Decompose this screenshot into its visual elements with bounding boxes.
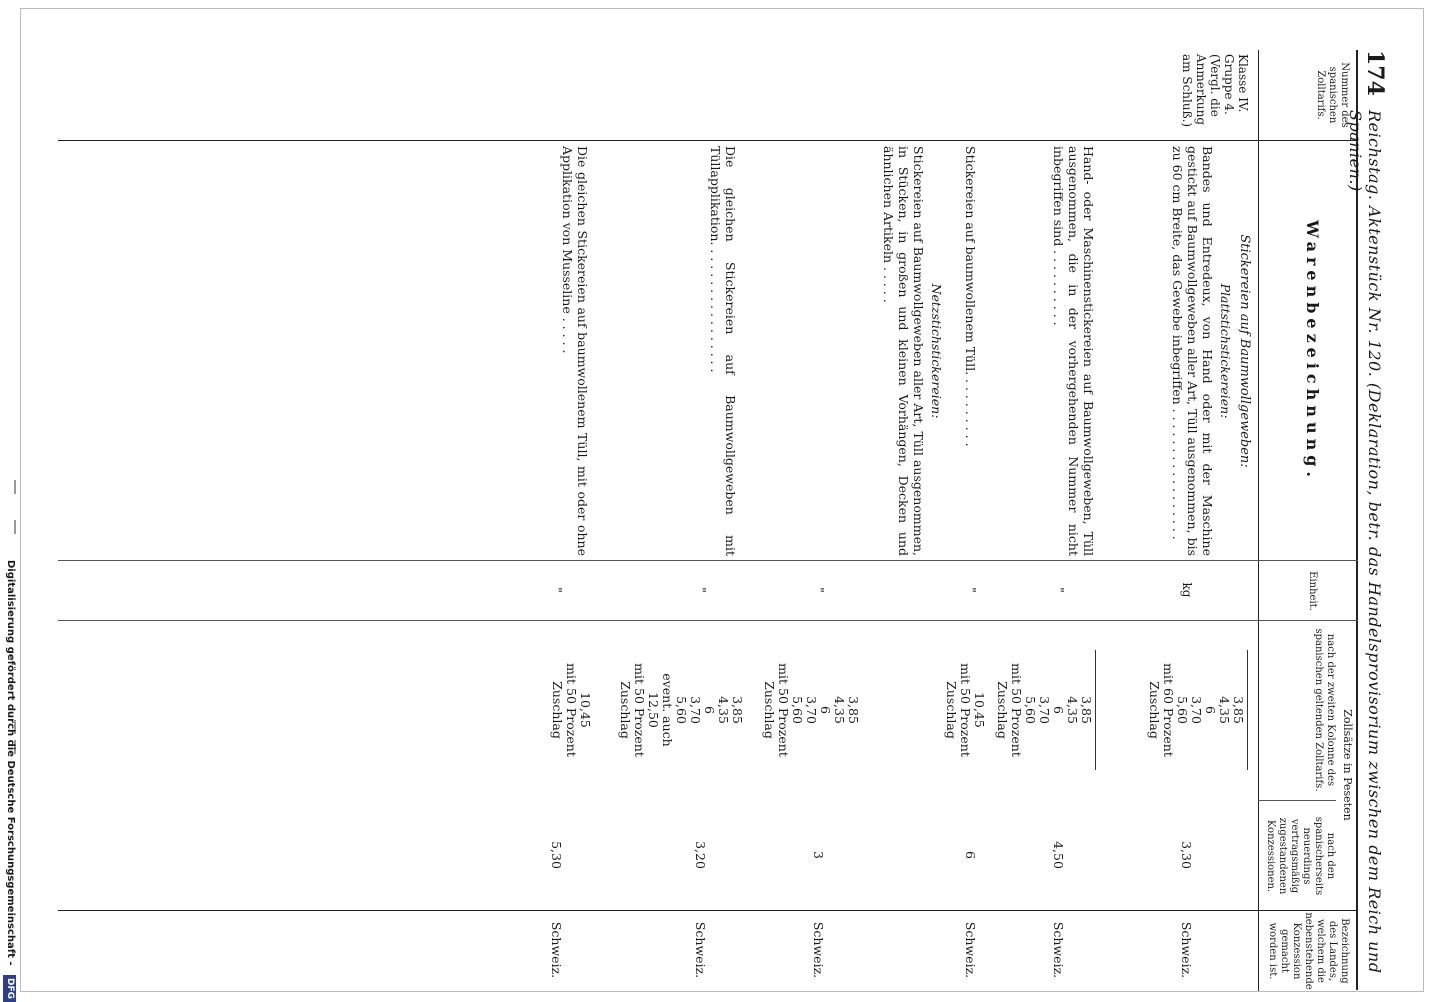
rate-value: 5,60 [790,696,805,724]
digitization-credit [0,560,24,1000]
running-head: Reichstag. Aktenstück Nr. 120. (Deklaration, betr. das Handelsprovisorium zwischen dem Reich und Spanien.) [1346,110,1384,974]
rate-value: 5,60 [674,696,689,724]
rate-value: 3,70 [804,696,819,724]
rate-value: mit 50 Prozent [564,663,579,757]
rate-value: 6 [818,706,833,714]
dfg-logo-icon: DFG [3,975,16,1002]
rate-value: event. auch [660,673,675,747]
row-rates [1147,630,1250,790]
row-unit: kg [1180,582,1194,598]
rate-value: mit 60 Prozent [1161,663,1176,757]
rate-value: 3,85 [1079,696,1094,724]
rate-value: mit 50 Prozent [776,663,791,757]
row-unit: " [550,587,564,593]
row-rates [618,630,744,790]
header-unit: Einheit. [1258,561,1358,621]
rate-rule [1095,650,1096,770]
header-rates-conventional: nach den spanischerseits neuerdings vertragsmäßig zugestandenen Konzessionen. [1258,800,1336,911]
rate-value: 10,45 [578,692,593,728]
row-conventional: 6 [963,851,978,859]
row-country: Schweiz. [549,921,564,979]
row-rates [762,630,860,790]
row-description: Die gleichen Stickereien auf baumwollenem Tüll, mit oder ohne Applikation von Musseline . . . . . [560,146,590,556]
row-country: Schweiz. [1179,921,1194,979]
header-tariff-number: Nummer des spanischen Zolltarifs. [1258,50,1358,140]
row-description [1170,146,1252,556]
row-unit: " [964,587,978,593]
page-number: 174 [1362,50,1388,96]
rate-value: 3,70 [1189,696,1204,724]
rate-value: 6 [1051,706,1066,714]
rate-value: Zuschlag [550,681,565,739]
rate-value: 3,85 [730,696,745,724]
rate-value: Zuschlag [1147,681,1162,739]
row-rates [944,630,986,790]
rate-value: Zuschlag [762,681,777,739]
row-country: Schweiz. [963,921,978,979]
row-country: Schweiz. [811,921,826,979]
row-conventional: 3 [811,851,826,859]
subsection-title: Plattstichstickereien: [1218,283,1233,419]
header-rates-second: nach der zweiten Kolonne des spanischen geltenden Zolltarifs. [1313,628,1336,792]
credit-text: Digitalisierung gefördert durch die Deutsche Forschungsgemeinschaft - [5,560,16,966]
row-description: Hand- oder Maschinenstickereien auf Baumwollgeweben, Tüll ausgenommen, die in der vorhergehenden Nummer nicht inbegriffen sind . . . . . . . . . . [1051,146,1096,556]
rate-value: 4,35 [832,696,847,724]
row-text: Stickereien auf Baumwollgeweben aller Art, Tüll ausgenommen, in Stücken, in großen und kleinen Vorhängen, Decken und ähnlichen Artikeln . . . . . [881,146,926,556]
row-conventional: 4,50 [1051,841,1066,869]
rate-value: 3,70 [688,696,703,724]
rate-rule [1247,650,1248,770]
rate-value: 6 [702,706,717,714]
rate-value: Zuschlag [618,681,633,739]
rate-value: 6 [1203,706,1218,714]
row-country: Schweiz. [693,921,708,979]
row-description: Die gleichen Stickereien auf Baumwollgeweben mit Tüllapplikation. . . . . . . . . . . . . . . . . [708,146,738,556]
header-goods: Warenbezeichnung. [1258,141,1358,561]
rate-value: 4,35 [716,696,731,724]
column-country [58,910,1358,991]
subsection-title: Netzstichstickereien: [929,283,944,419]
rate-value: 3,85 [846,696,861,724]
rate-value: 3,70 [1037,696,1052,724]
rate-value: 4,35 [1065,696,1080,724]
rate-value: mit 50 Prozent [958,663,973,757]
row-rates [550,630,592,790]
rotated-document-page [52,50,1392,990]
tariff-table [58,50,1358,990]
rate-value: mit 50 Prozent [632,663,647,757]
rate-value: 5,60 [1175,696,1190,724]
rate-value: 12,50 [646,692,661,728]
rate-value: mit 50 Prozent [1009,663,1024,757]
column-unit [58,560,1358,621]
rate-value: Zuschlag [995,681,1010,739]
header-rates-title: Zollsätze in Peseten [1341,709,1354,821]
row-conventional: 3,20 [693,841,708,869]
row-description: Stickereien auf baumwollenem Tüll. . . . . . . . . . [963,146,978,447]
column-rates-conventional [58,800,1358,910]
row-description [881,146,944,556]
row-text: Bandes und Entredeux, von Hand oder mit der Maschine gestickt auf Baumwollgeweben aller Art, Tüll ausgenommen, bis zu 60 cm Breite, das Gewebe inbegriffen . . . . . . . . . . . . . . . . . [1170,146,1215,556]
column-tariff-number [58,50,1358,140]
row-rates [995,630,1098,790]
row-unit: " [694,587,708,593]
class-label: Klasse IV. Gruppe 4. (Vergl. die Anmerkung am Schluß.) [1180,54,1250,128]
rate-value: 4,35 [1217,696,1232,724]
section-title: Stickereien auf Baumwollgeweben: [1237,234,1252,468]
row-conventional: 5,30 [549,841,564,869]
rate-value: 5,60 [1023,696,1038,724]
row-conventional: 3,30 [1179,841,1194,869]
rate-value: 10,45 [972,692,987,728]
rate-value: Zuschlag [944,681,959,739]
header-country: Bezeichnung des Landes, welchem die nebenstehende Konzession gemacht worden ist. [1258,911,1358,991]
row-unit: " [812,587,826,593]
row-unit: " [1052,587,1066,593]
rate-value: 3,85 [1231,696,1246,724]
header-rates [1258,620,1358,910]
row-country: Schweiz. [1051,921,1066,979]
